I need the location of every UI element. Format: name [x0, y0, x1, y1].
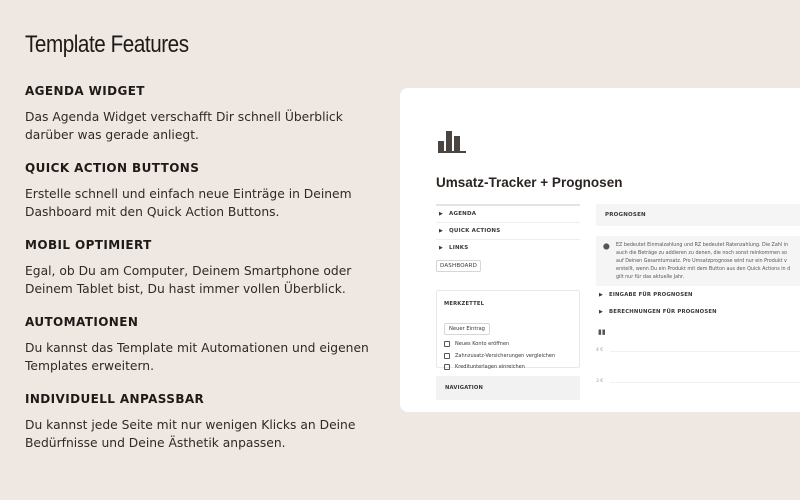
page-title: Template Features — [25, 31, 189, 58]
toggle-links[interactable]: ▶ LINKS — [436, 239, 580, 257]
feature-text: Das Agenda Widget verschafft Dir schnell Überblick darüber was gerade anliegt. — [25, 110, 343, 142]
triangle-right-icon: ▶ — [439, 210, 444, 217]
feature-individuell-anpassbar — [25, 392, 385, 452]
triangle-right-icon: ▶ — [599, 291, 604, 298]
todo-item: Neues Konto eröffnen — [444, 339, 572, 351]
feature-list — [25, 84, 385, 469]
feature-heading: INDIVIDUELL ANPASSBAR — [25, 392, 205, 406]
todo-item: Kreditunterlagen einreichen — [444, 362, 572, 374]
navigation-heading: NAVIGATION — [436, 376, 580, 400]
toggle-berechnungen-prognosen[interactable]: ▶ BERECHNUNGEN FÜR PROGNOSEN — [599, 308, 717, 315]
feature-heading: AGENDA WIDGET — [25, 84, 145, 98]
pin-icon: ⬤ — [603, 243, 610, 250]
feature-heading: QUICK ACTION BUTTONS — [25, 161, 200, 175]
feature-automationen — [25, 315, 385, 375]
toggle-agenda[interactable]: ▶ AGENDA — [436, 204, 580, 222]
new-entry-button[interactable]: Neuer Eintrag — [444, 323, 490, 335]
doc-title: Umsatz-Tracker + Prognosen — [436, 175, 623, 190]
template-preview-card — [400, 88, 800, 412]
feature-mobil-optimiert — [25, 238, 385, 298]
merkzettel-block — [436, 290, 580, 371]
triangle-right-icon: ▶ — [439, 227, 444, 234]
chart-icon: ▮▮ — [598, 328, 606, 336]
toggle-eingabe-prognosen[interactable]: ▶ EINGABE FÜR PROGNOSEN — [599, 291, 693, 298]
info-callout — [596, 236, 800, 286]
grid-line — [610, 382, 800, 383]
right-column — [596, 204, 800, 396]
checkbox[interactable] — [444, 364, 450, 370]
todo-item: Zahnzusatz-Versicherungen vergleichen — [444, 350, 572, 362]
triangle-right-icon: ▶ — [439, 245, 444, 252]
axis-label: 3 € — [596, 379, 604, 384]
triangle-right-icon: ▶ — [599, 308, 604, 315]
bar-chart-icon — [438, 131, 466, 153]
toggle-quick-actions[interactable]: ▶ QUICK ACTIONS — [436, 222, 580, 240]
checkbox[interactable] — [444, 341, 450, 347]
prognosen-heading: PROGNOSEN — [596, 204, 800, 226]
feature-heading: AUTOMATIONEN — [25, 315, 139, 329]
grid-line — [610, 351, 800, 352]
feature-text: Du kannst das Template mit Automationen und eigenen Templates erweitern. — [25, 341, 369, 373]
chart-area — [596, 336, 800, 396]
feature-text: Erstelle schnell und einfach neue Einträge in Deinem Dashboard mit den Quick Action Buttons. — [25, 187, 352, 219]
callout-text: EZ bedeutet Einmalzahlung und RZ bedeutet Ratenzahlung. Die Zahl in auch die Beträge zu addieren zu denen, die noch sonst reinkommen so auf Deinen Gesamtumsatz. Pro Umsatzprognose wird nur ein Produkt v erstellt, wenn Du ein Produkt mit dem Button aus den Quick Actions in d gilt nur für das aktuelle Jahr. — [616, 243, 791, 280]
feature-quick-action-buttons — [25, 161, 385, 221]
merkzettel-heading: MERKZETTEL — [444, 300, 485, 307]
feature-text: Egal, ob Du am Computer, Deinem Smartphone oder Deinem Tablet bist, Du hast immer vollen Überblick. — [25, 264, 352, 296]
feature-agenda-widget — [25, 84, 385, 144]
checkbox[interactable] — [444, 353, 450, 359]
feature-heading: MOBIL OPTIMIERT — [25, 238, 152, 252]
feature-text: Du kannst jede Seite mit nur wenigen Klicks an Deine Bedürfnisse und Deine Ästhetik anpassen. — [25, 418, 356, 450]
dashboard-link[interactable]: DASHBOARD — [436, 260, 481, 272]
left-column — [436, 204, 580, 400]
axis-label: 4 € — [596, 348, 604, 353]
